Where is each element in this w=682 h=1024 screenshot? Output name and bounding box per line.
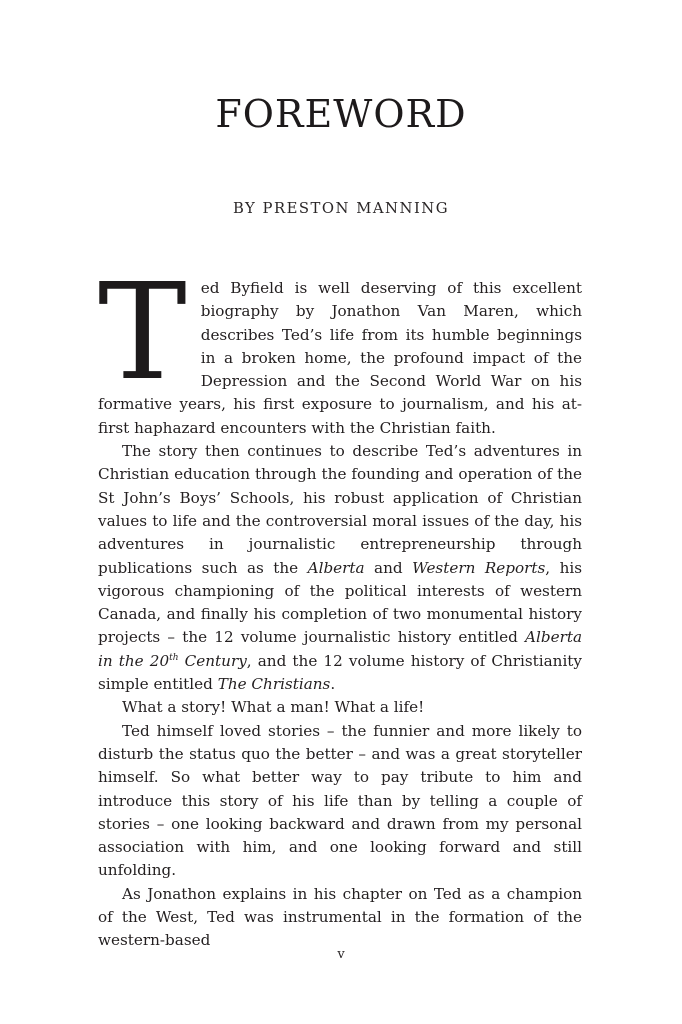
paragraph-2-text-a: The story then continues to describe Ted’s adventures in Christian education through the founding and operation of the St John’s Boys’ Schools, his robust application of Christian values to life and the controversial moral issues of the day, his adventures in journalistic entrepreneurship through publications such as the bbox=[98, 442, 582, 577]
publication-title-alberta: Alberta bbox=[307, 558, 365, 577]
drop-cap: T bbox=[98, 256, 187, 410]
paragraph-4: Ted himself loved stories – the funnier and more likely to disturb the status quo the better – and was a great storyteller himself. So what better way to pay tribute to him and introduce this story of his life than by telling a couple of stories – one looking backward and drawn from my personal association with him, and one looking forward and still unfolding. bbox=[98, 721, 582, 880]
paragraph-2 bbox=[98, 440, 582, 696]
paragraph-3: What a story! What a man! What a life! bbox=[122, 698, 425, 717]
paragraph-2-text-b: and bbox=[364, 558, 413, 577]
page-number: v bbox=[337, 947, 345, 962]
paragraph-2-text-c: , his vigorous championing of the political interests of western Canada, and finally his completion of two monumental history projects – the 12 volume journalistic history entitled bbox=[98, 558, 583, 647]
page-title: FOREWORD bbox=[215, 92, 467, 136]
paragraph-5: As Jonathon explains in his chapter on Ted as a champion of the West, Ted was instrumental in the formation of the western-based bbox=[98, 884, 582, 950]
ordinal-superscript: th bbox=[169, 652, 179, 663]
paragraph-2-text-d: , and the 12 volume history of Christianity simple entitled bbox=[98, 651, 582, 694]
century-title-end: Century bbox=[178, 651, 247, 670]
publication-title-western-reports: Western Reports bbox=[412, 558, 546, 577]
paragraph-2-text-e: . bbox=[330, 675, 336, 694]
paragraph-1-text: ed Byfield is well deserving of this excellent biography by Jonathon Van Maren, which describes Ted’s life from its humble beginnings in a broken home, the profound impact of the Depression and the Second World War on his formative years, his first exposure to journalism, and his at-first haphazard encounters with the Christian faith. bbox=[98, 279, 582, 437]
century-title-start: Alberta in the 20 bbox=[98, 628, 582, 670]
book-title-the-christians: The Christians bbox=[217, 675, 331, 694]
paragraph-1 bbox=[98, 256, 582, 440]
foreword-body bbox=[98, 256, 583, 953]
author-byline: BY PRESTON MANNING bbox=[232, 200, 450, 217]
